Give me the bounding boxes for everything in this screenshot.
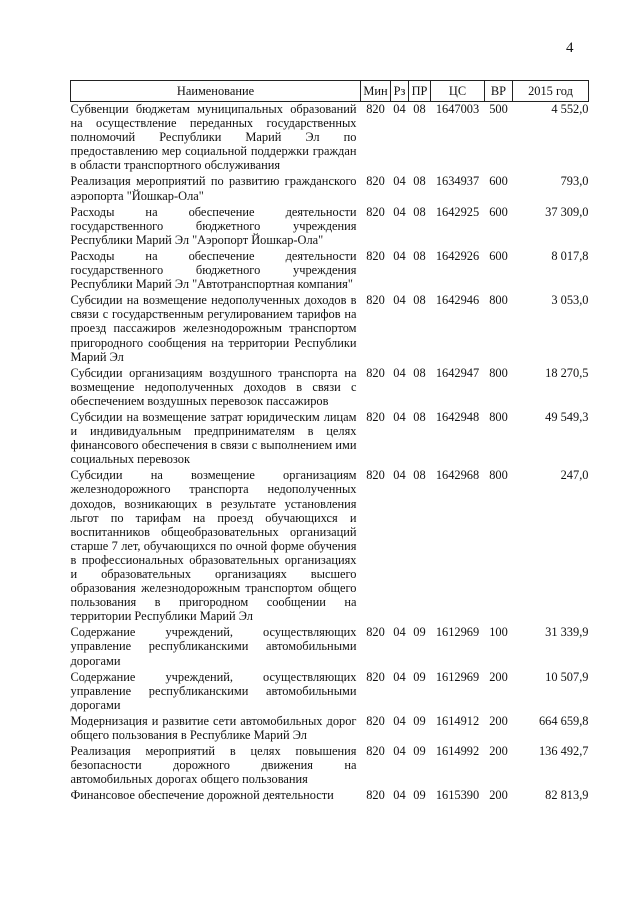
row-name: Субсидии организациям воздушного транспорта на возмещение недополученных доходов в связи с обеспечением воздушных перевозок пассажиров [70, 365, 357, 408]
row-name: Модернизация и развитие сети автомобильных дорог общего пользования в Республике Марий Эл [70, 713, 357, 743]
row-min: 820 [366, 468, 385, 483]
table-row [71, 410, 589, 468]
row-pr: 08 [413, 293, 426, 308]
row-pr: 08 [413, 248, 426, 263]
header-cs: ЦС [431, 81, 485, 102]
row-min: 820 [366, 409, 385, 424]
table-row [71, 249, 589, 293]
header-min: Мин [361, 81, 391, 102]
row-rz: 04 [393, 102, 406, 116]
row-cs: 1642947 [435, 365, 480, 380]
row-amount: 793,0 [560, 174, 589, 189]
table-row [71, 670, 589, 714]
row-cs: 1614912 [435, 713, 480, 728]
row-cs: 1642946 [435, 293, 480, 308]
row-name: Финансовое обеспечение дорожной деятельности [70, 788, 334, 803]
table-header-row [71, 81, 589, 102]
table-row [71, 714, 589, 744]
row-name: Реализация мероприятий в целях повышения безопасности дорожного движения на автомобильных дорогах общего пользования [70, 744, 357, 787]
row-rz: 04 [393, 713, 406, 728]
row-pr: 09 [413, 744, 426, 759]
row-pr: 08 [413, 409, 426, 424]
row-rz: 04 [393, 788, 406, 803]
row-amount: 136 492,7 [538, 744, 589, 759]
row-cs: 1642948 [435, 409, 480, 424]
table-row [71, 102, 589, 175]
row-amount: 8 017,8 [551, 248, 589, 263]
row-cs: 1647003 [435, 102, 480, 116]
row-rz: 04 [393, 248, 406, 263]
row-vr: 800 [489, 468, 508, 483]
row-rz: 04 [393, 625, 406, 640]
row-rz: 04 [393, 669, 406, 684]
row-cs: 1642925 [435, 204, 480, 219]
row-cs: 1612969 [435, 625, 480, 640]
row-vr: 200 [489, 669, 508, 684]
row-vr: 600 [489, 204, 508, 219]
row-rz: 04 [393, 365, 406, 380]
row-name: Субсидии на возмещение недополученных доходов в связи с государственным регулированием тарифов на проезд пассажиров железнодорожным транспортом пригородного сообщения на территории Республики Марий Эл [70, 293, 357, 364]
row-pr: 09 [413, 713, 426, 728]
row-vr: 200 [489, 744, 508, 759]
row-vr: 500 [489, 102, 508, 116]
row-vr: 800 [489, 409, 508, 424]
row-vr: 600 [489, 248, 508, 263]
header-name: Наименование [71, 81, 361, 102]
row-rz: 04 [393, 204, 406, 219]
table-row [71, 625, 589, 669]
row-name: Субсидии на возмещение организациям железнодорожного транспорта недополученных доходов, возникающих в результате установления льгот по тарифам на проезд обучающихся и воспитанников общеобразовательных организаций старше 7 лет, обучающихся по очной форме обучения в профессиональных образовательных организациях и образовательных организациях высшего образования железнодорожным транспортом общего пользования в пригородном сообщении на территории Республики Марий Эл [70, 468, 357, 624]
budget-table [70, 80, 589, 805]
table-row [71, 205, 589, 249]
row-name: Субвенции бюджетам муниципальных образований на осуществление переданных государственных полномочий Республики Марий Эл по предоставлению мер социальной поддержки граждан в области транспортного обслуживания [70, 102, 357, 173]
row-pr: 08 [413, 174, 426, 189]
table-row [71, 788, 589, 804]
table-row [71, 744, 589, 788]
row-min: 820 [366, 744, 385, 759]
table-row [71, 468, 589, 625]
row-min: 820 [366, 174, 385, 189]
row-min: 820 [366, 248, 385, 263]
row-name: Расходы на обеспечение деятельности государственного бюджетного учреждения Республики Марий Эл "Аэропорт Йошкар-Ола" [70, 204, 357, 247]
row-rz: 04 [393, 468, 406, 483]
row-min: 820 [366, 669, 385, 684]
row-name: Субсидии на возмещение затрат юридическим лицам и индивидуальным предпринимателям в целях финансового обеспечения в связи с выполнением ими социальных перевозок [70, 409, 357, 467]
row-vr: 800 [489, 365, 508, 380]
row-min: 820 [366, 204, 385, 219]
row-cs: 1634937 [435, 174, 480, 189]
row-vr: 100 [489, 625, 508, 640]
row-vr: 600 [489, 174, 508, 189]
row-rz: 04 [393, 744, 406, 759]
row-pr: 09 [413, 669, 426, 684]
header-pr: ПР [409, 81, 431, 102]
row-rz: 04 [393, 409, 406, 424]
row-rz: 04 [393, 293, 406, 308]
row-cs: 1614992 [435, 744, 480, 759]
table-row [71, 174, 589, 204]
header-vr: ВР [485, 81, 513, 102]
row-name: Содержание учреждений, осуществляющих управление республиканскими автомобильными дорогами [70, 625, 357, 668]
row-pr: 08 [413, 102, 426, 116]
row-pr: 09 [413, 788, 426, 803]
row-vr: 200 [489, 713, 508, 728]
row-pr: 08 [413, 365, 426, 380]
row-amount: 247,0 [560, 468, 589, 483]
row-min: 820 [366, 625, 385, 640]
row-cs: 1615390 [435, 788, 480, 803]
row-amount: 18 270,5 [545, 365, 589, 380]
header-rz: Рз [391, 81, 409, 102]
row-cs: 1642926 [435, 248, 480, 263]
row-amount: 49 549,3 [545, 409, 589, 424]
row-pr: 08 [413, 204, 426, 219]
row-amount: 37 309,0 [545, 204, 589, 219]
row-amount: 4 552,0 [551, 102, 589, 116]
row-pr: 09 [413, 625, 426, 640]
row-min: 820 [366, 102, 385, 116]
header-year: 2015 год [513, 81, 589, 102]
row-vr: 200 [489, 788, 508, 803]
row-amount: 3 053,0 [551, 293, 589, 308]
row-min: 820 [366, 365, 385, 380]
row-name: Содержание учреждений, осуществляющих управление республиканскими автомобильными дорогами [70, 669, 357, 712]
row-pr: 08 [413, 468, 426, 483]
row-rz: 04 [393, 174, 406, 189]
row-vr: 800 [489, 293, 508, 308]
row-amount: 82 813,9 [545, 788, 589, 803]
table-row [71, 293, 589, 365]
row-amount: 31 339,9 [545, 625, 589, 640]
row-min: 820 [366, 788, 385, 803]
page-number: 4 [566, 40, 574, 56]
row-amount: 664 659,8 [538, 713, 589, 728]
row-cs: 1642968 [435, 468, 480, 483]
row-cs: 1612969 [435, 669, 480, 684]
row-name: Расходы на обеспечение деятельности государственного бюджетного учреждения Республики Марий Эл "Автотранспортная компания" [70, 248, 357, 292]
row-name: Реализация мероприятий по развитию гражданского аэропорта "Йошкар-Ола" [70, 174, 357, 203]
table-row [71, 366, 589, 410]
row-min: 820 [366, 293, 385, 308]
row-amount: 10 507,9 [545, 669, 589, 684]
row-min: 820 [366, 713, 385, 728]
